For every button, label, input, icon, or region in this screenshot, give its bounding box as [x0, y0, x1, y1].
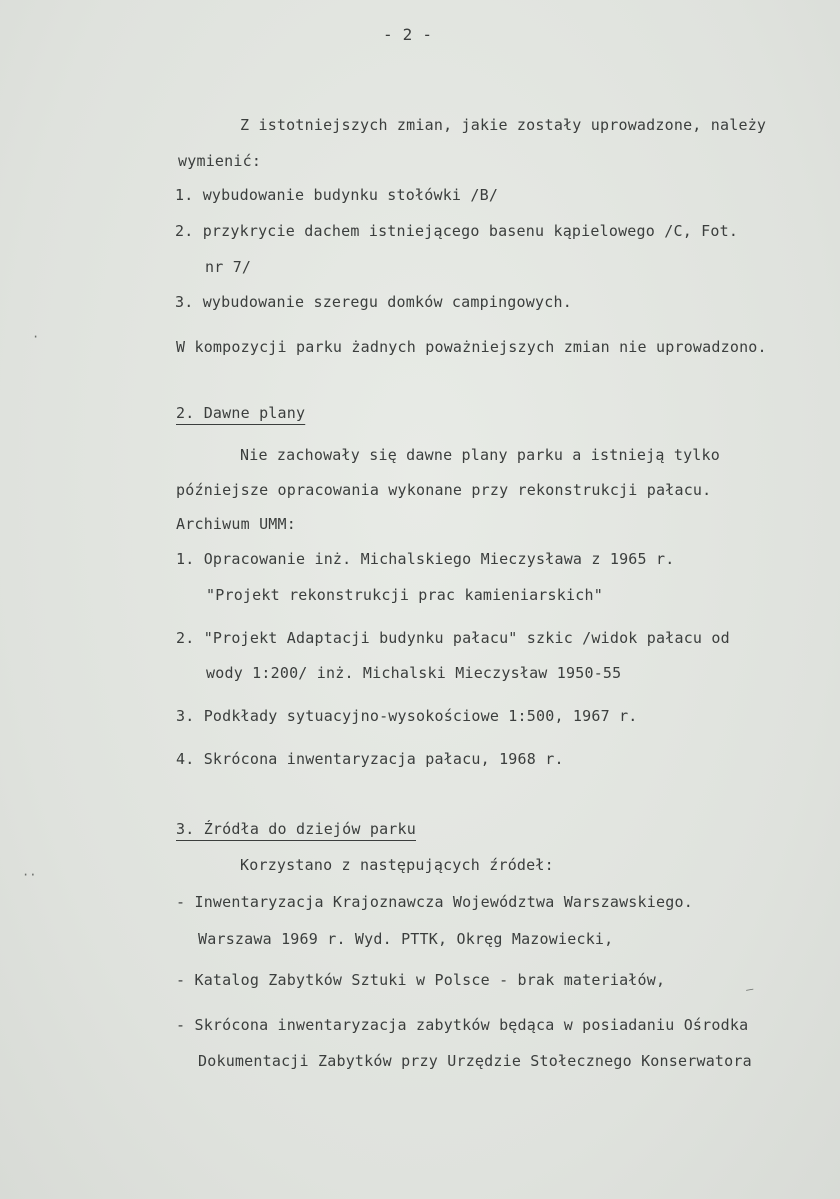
section-2-para-line-2: późniejsze opracowania wykonane przy rekonstrukcji pałacu.: [176, 481, 712, 499]
source-item-2: - Katalog Zabytków Sztuki w Polsce - brak materiałów,: [176, 971, 666, 989]
change-item-1: 1. wybudowanie budynku stołówki /B/: [175, 186, 499, 204]
archive-item-3: 3. Podkłady sytuacyjno-wysokościowe 1:500, 1967 r.: [176, 707, 638, 725]
intro-line-2: wymienić:: [178, 152, 262, 170]
page-number: - 2 -: [383, 25, 433, 44]
archive-item-2-cont: wody 1:200/ inż. Michalski Mieczysław 1950-55: [206, 664, 622, 682]
archive-item-2: 2. "Projekt Adaptacji budynku pałacu" szkic /widok pałacu od: [176, 629, 730, 647]
margin-speck: ··: [22, 868, 37, 882]
pencil-mark: —: [744, 981, 755, 997]
change-item-2-cont: nr 7/: [205, 258, 252, 276]
section-3-heading: 3. Źródła do dziejów parku: [176, 820, 416, 838]
margin-speck: ·: [32, 330, 40, 344]
source-item-1-cont: Warszawa 1969 r. Wyd. PTTK, Okręg Mazowiecki,: [198, 930, 614, 948]
intro-line-1: Z istotniejszych zmian, jakie zostały uprowadzone, należy: [240, 116, 767, 134]
section-2-heading: 2. Dawne plany: [176, 404, 306, 422]
archive-label: Archiwum UMM:: [176, 515, 296, 533]
archive-item-1: 1. Opracowanie inż. Michalskiego Mieczysława z 1965 r.: [176, 550, 675, 568]
archive-item-4: 4. Skrócona inwentaryzacja pałacu, 1968 r.: [176, 750, 564, 768]
change-item-3: 3. wybudowanie szeregu domków campingowych.: [175, 293, 572, 311]
change-item-2: 2. przykrycie dachem istniejącego basenu kąpielowego /C, Fot.: [175, 222, 739, 240]
composition-note: W kompozycji parku żadnych poważniejszych zmian nie uprowadzono.: [176, 338, 767, 356]
section-3-intro: Korzystano z następujących źródeł:: [240, 856, 554, 874]
archive-item-1-cont: "Projekt rekonstrukcji prac kamieniarskich": [206, 586, 603, 604]
source-item-3: - Skrócona inwentaryzacja zabytków będąca w posiadaniu Ośrodka: [176, 1016, 749, 1034]
source-item-1: - Inwentaryzacja Krajoznawcza Województwa Warszawskiego.: [176, 893, 693, 911]
source-item-3-cont: Dokumentacji Zabytków przy Urzędzie Stołecznego Konserwatora: [198, 1052, 752, 1070]
section-2-para-line-1: Nie zachowały się dawne plany parku a istnieją tylko: [240, 446, 720, 464]
